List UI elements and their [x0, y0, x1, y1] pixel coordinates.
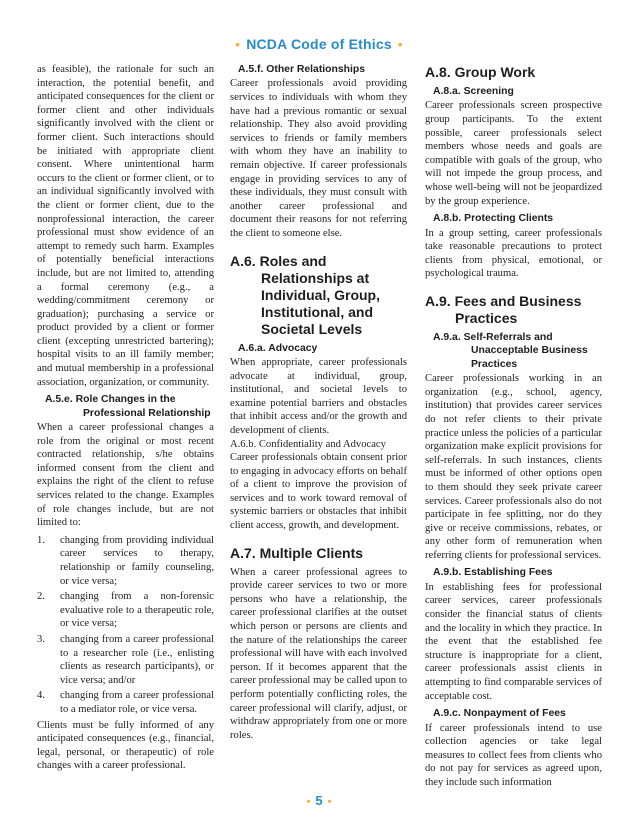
paragraph: When a career professional changes a role from the original or most recent contracted relationship, s/he obtains informed consent from the client and explains the right of the client to refuse services related to the change. Examples of role changes include, but are not limited to:: [37, 422, 214, 529]
role-change-list: [37, 534, 214, 717]
heading-line: Unacceptable Business: [471, 345, 588, 357]
list-text: changing from a career professional to a researcher role (i.e., enlisting clients as research participants), or vice versa; and/or: [60, 633, 214, 686]
heading-line: Practices: [455, 309, 518, 326]
bullet-icon: •: [306, 796, 311, 808]
heading-line: Practices: [471, 358, 518, 370]
heading-line: A.5.e. Role Changes in the: [45, 394, 176, 406]
subsection-heading-a8b: A.8.b. Protecting Clients: [433, 213, 554, 225]
subsection-heading-a5f: A.5.f. Other Relationships: [238, 64, 366, 75]
subsection-heading-a9a: [433, 331, 602, 371]
subsection-heading-a8a: A.8.a. Screening: [433, 86, 514, 97]
paragraph: Career professionals obtain consent prior to engaging in advocacy efforts on behalf of a client to improve the provision of services and to work toward removal of systemic barriers or obstacles that inhibit client access, growth, and development.: [230, 452, 407, 532]
heading-line: Relationships at: [261, 269, 370, 286]
list-number: 1.: [37, 534, 45, 546]
paragraph: If career professionals intend to use collection agencies or take legal measures to collect fees from clients who do not pay for services as agreed upon, they include such information: [425, 722, 602, 788]
list-text: changing from providing individual career services to therapy, relationship or family counseling, or vice versa;: [60, 534, 214, 587]
list-item: [37, 689, 214, 716]
section-heading-a7: A.7. Multiple Clients: [230, 544, 364, 561]
header-title: NCDA Code of Ethics: [246, 36, 392, 52]
list-item: [37, 633, 214, 687]
subsection-heading-a9c: A.9.c. Nonpayment of Fees: [433, 708, 566, 720]
heading-line: A.9. Fees and Business: [425, 292, 582, 309]
column-middle: [230, 63, 407, 742]
list-number: 3.: [37, 633, 45, 645]
paragraph: Career professionals screen prospective group participants. To the extent possible, career professionals select members whose needs and goals are compatible with goals of the group, who will not impede the group process, and whose well-being will not be jeopardized by the group experience.: [425, 100, 602, 207]
running-header: [0, 36, 638, 52]
list-number: 2.: [37, 591, 45, 603]
page-number: 5: [315, 793, 323, 808]
heading-line: Professional Relationship: [83, 407, 211, 419]
section-heading-a8: A.8. Group Work: [425, 64, 536, 80]
paragraph: Clients must be fully informed of any anticipated consequences (e.g., financial, legal, personal, or therapeutic) of role changes with a career professional.: [37, 719, 214, 772]
paragraph: When a career professional agrees to provide career services to two or more persons who have a relationship, the career professional clarifies at the outset which person or persons are clients and the nature of the relationships the career professional will have with each involved person. If it becomes apparent that the career professional may be called upon to perform potentially conflicting roles, the career professional will clarify, adjust, or withdraw appropriately from one or more roles.: [230, 566, 407, 741]
list-number: 4.: [37, 690, 45, 702]
subsection-heading-a6a: A.6.a. Advocacy: [238, 342, 318, 354]
paragraph: Career professionals working in an organization (e.g., school, agency, institution) that provides career services do not refer clients to their private practice unless the policies of a particular organization make explicit provisions for self-referrals. In such instances, clients must be informed of other options open to them should they seek private career services. Career professionals also do not participate in fee splitting, nor do they give or receive commissions, rebates, or any other form of remuneration when referring clients for professional services.: [425, 373, 602, 561]
subsection-heading-a9b: A.9.b. Establishing Fees: [433, 567, 553, 579]
paragraph: In establishing fees for professional career services, career professionals consider the financial status of clients and the locality in which they practice. In the event that the established fee structure is inappropriate for a client, career professionals assist clients in attempting to find comparable services of acceptable cost.: [425, 581, 602, 702]
heading-line: Individual, Group,: [261, 286, 380, 303]
section-heading-a9: [425, 293, 602, 327]
subsection-heading-a5e: [45, 393, 214, 420]
page-footer: [0, 793, 638, 808]
heading-line: Societal Levels: [261, 320, 363, 337]
section-number: A.6.: [230, 252, 256, 269]
list-item: [37, 590, 214, 631]
section-heading-a6: [230, 253, 407, 338]
paragraph: as feasible), the rationale for such an interaction, the potential benefit, and anticipated consequences for the client or former client and other individuals significantly involved with the client or former client. Such interactions should be initiated with appropriate client consent. Where unintentional harm occurs to the client or former client, or to an individual significantly involved with the client or former client, due to the nonprofessional interaction, the career professional must show evidence of an attempt to remedy such harm. Examples of potentially beneficial interactions include, but are not limited to, attending a formal ceremony (e.g., a wedding/commitment ceremony or graduation); purchasing a service or product provided by a client or former client (excepting unrestricted bartering); hospital visits to an ill family member; and mutual membership in a professional association, organization, or community.: [37, 64, 214, 388]
list-item: [37, 534, 214, 588]
heading-line: Institutional, and: [261, 303, 373, 320]
bullet-icon: •: [327, 796, 332, 808]
paragraph: In a group setting, career professionals take reasonable precautions to protect clients from physical, emotional, or psychological trauma.: [425, 227, 602, 280]
heading-line: Roles and: [259, 252, 327, 269]
paragraph: Career professionals avoid providing services to individuals with whom they have had a previous romantic or sexual relationship. They also avoid providing services to friends or family members with whom they have an inability to remain objective. If career professionals engage in providing services to any of these individuals, they must consult with another career professional and document their reasons for not referring the client to someone else.: [230, 78, 407, 239]
heading-line: A.9.a. Self-Referrals and: [433, 331, 553, 343]
list-text: changing from a non-forensic evaluative role to a therapeutic role, or vice versa;: [60, 591, 214, 630]
paragraph: When appropriate, career professionals advocate at individual, group, institutional, and societal levels to examine potential barriers and obstacles that inhibit access and/or the growth and development of clients.: [230, 356, 407, 436]
column-right: [425, 63, 602, 790]
bullet-icon: •: [235, 37, 241, 52]
column-left: [37, 63, 214, 773]
paragraph: A.6.b. Confidentiality and Advocacy: [230, 438, 386, 450]
list-text: changing from a career professional to a mediator role, or vice versa.: [60, 690, 214, 715]
bullet-icon: •: [397, 37, 403, 52]
